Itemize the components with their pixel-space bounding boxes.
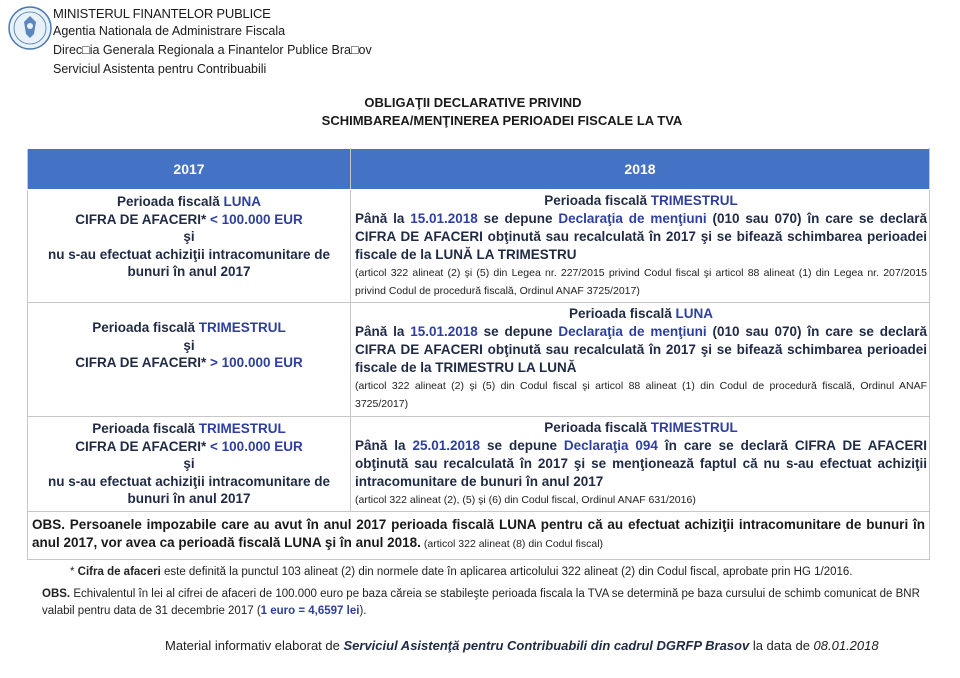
column-2017-header: 2017 [28,149,351,190]
row2-2018-period-value: LUNA [675,306,714,321]
org-agency: Agentia Nationala de Administrare Fiscala [53,24,286,38]
row3-turnover-label: CIFRA DE AFACERI* [75,438,211,454]
footer-date: 08.01.2018 [813,638,879,653]
row2-text-c: (010 sau 070) în care se declară CIFRA DE AFACERI obţinută sau recalculată în 2017 şi se bifează schimbarea perioadei fiscale de la TRIMESTRU LA LUNĂ [355,324,927,375]
row2-text-b: se depune [477,324,559,339]
row1-declaration: Declaraţia de menţiuni [558,211,707,226]
row1-period-label: Perioada fiscală [116,194,224,209]
table-row [28,190,930,303]
row1-deadline: 15.01.2018 [410,211,478,226]
row2-2018-cell [351,303,930,417]
table-header-row [28,149,930,190]
row2-deadline: 15.01.2018 [410,324,478,339]
exchange-rate-note [42,586,937,620]
obs-text: OBS. Persoanele impozabile care au avut în anul 2017 perioada fiscală LUNA pentru că au efectuat achiziţii intracomunitare de bunuri în anul 2017, vor avea ca perioadă fiscală LUNA şi în anul 2018. [32,517,925,550]
row3-deadline: 25.01.2018 [412,438,481,453]
row2-period-value: TRIMESTRUL [198,320,286,335]
turnover-definition-note [70,566,940,578]
row1-2018-period-label: Perioada fiscală [544,193,651,208]
exchange-rate-end: ). [359,605,367,617]
row2-text-a: Până la [355,324,411,339]
obs-cell [28,512,930,560]
document-header [0,0,960,95]
footer-author: Serviciul Asistenţă pentru Contribuabili din cadrul DGRFP Brasov [343,638,750,653]
row2-declaration: Declaraţia de menţiuni [558,324,707,339]
row1-2018-cell [351,190,930,303]
row2-2018-period-label: Perioada fiscală [568,306,676,321]
row1-text-c: (010 sau 070) în care se declară CIFRA DE AFACERI obţinută sau recalculată în 2017 şi se bifează schimbarea perioadei fiscale de la LUNĂ LA TRIMESTRU [355,211,927,262]
org-ministry: MINISTERUL FINANTELOR PUBLICE [53,6,271,21]
row3-2017-cell [28,417,351,512]
footer-intro: Material informativ elaborat de [165,638,344,653]
row2-period-label: Perioada fiscală [92,320,199,335]
note-asterisk: * [70,566,78,578]
row3-and: şi [183,456,195,471]
row2-turnover-label: CIFRA DE AFACERI* [75,355,211,370]
row1-legal-reference: (articol 322 alineat (2) şi (5) din Legea nr. 227/2015 privind Codul fiscal şi articol 88 alineat (1) din Legea nr. 207/2015 privind Codul de procedură fiscală, Ordinul ANAF 3725/2017) [355,267,927,297]
row1-turnover-label: CIFRA DE AFACERI* [75,211,211,227]
obs-legal-reference: (articol 322 alineat (8) din Codul fiscal) [420,538,604,550]
row1-period-value: LUNA [223,194,262,209]
row1-2017-cell [28,190,351,303]
row1-2018-period-value: TRIMESTRUL [650,193,738,208]
org-directorate: Direc□ia Generala Regionala a Finantelor Publice Bra□ov [53,43,372,57]
note-term: Cifra de afaceri [77,566,161,578]
ministry-seal-logo [8,6,52,50]
row3-text-c: în care se declară CIFRA DE AFACERI obţinută sau recalculată în 2017 şi se menţionează faptul că nu s-au efectuat achiziţii intracomunitare de bunuri în anul 2017 [355,438,927,489]
row3-period-value: TRIMESTRUL [198,421,286,436]
row1-condition-year: bunuri în anul 2017 [127,264,251,279]
row3-text-b: se depune [480,438,564,453]
row2-turnover-value: > 100.000 EUR [210,355,303,370]
obs-label: OBS. [42,588,71,600]
document-title-line1: OBLIGAŢII DECLARATIVE PRIVIND [364,95,582,110]
row3-condition-year: bunuri în anul 2017 [127,491,251,506]
row2-legal-reference: (articol 322 alineat (2) şi (5) din Codul fiscal şi articol 88 alineat (1) din Codul de procedură fiscală, Ordinul ANAF 3725/2017) [355,380,927,410]
row1-condition: nu s-au efectuat achiziţii intracomunitare de [47,246,331,262]
footer [165,638,879,653]
row3-period-label: Perioada fiscală [92,421,199,436]
row3-turnover-value: < 100.000 EUR [210,438,303,454]
row2-2017-cell [28,303,351,417]
exchange-rate-value: 1 euro = 4,6597 lei [260,605,360,617]
row3-2018-period-value: TRIMESTRUL [650,420,738,435]
row3-2018-period-label: Perioada fiscală [544,420,651,435]
exchange-rate-text: Echivalentul în lei al cifrei de afaceri de 100.000 euro pe baza căreia se stabileşte perioada fiscala la TVA se determină pe baza cursului de schimb comunicat de BNR valabil pentru data de 31 decembrie 2017 ( [42,588,920,617]
org-service: Serviciul Asistenta pentru Contribuabili [53,62,267,76]
row1-text-a: Până la [355,211,411,226]
column-2018-header: 2018 [351,149,930,190]
table-obs-row [28,512,930,560]
row1-turnover-value: < 100.000 EUR [210,211,303,227]
document-title-line2: SCHIMBAREA/MENŢINEREA PERIOADEI FISCALE LA TVA [321,113,683,128]
table-row [28,303,930,417]
row3-legal-reference: (articol 322 alineat (2), (5) şi (6) din Codul fiscal, Ordinul ANAF 631/2016) [355,494,696,506]
row1-and: şi [183,229,195,244]
row3-condition: nu s-au efectuat achiziţii intracomunitare de [47,473,331,489]
row1-text-b: se depune [477,211,559,226]
row3-declaration: Declaraţia 094 [563,438,658,453]
obligations-table [27,148,930,560]
row3-text-a: Până la [355,438,413,453]
note-definition: este definită la punctul 103 alineat (2) din normele date în aplicarea articolului 322 alineat (2) din Codul fiscal, aprobate prin HG 1/2016. [160,566,853,578]
row2-and: şi [183,337,195,353]
table-row [28,417,930,512]
row3-2018-cell [351,417,930,512]
footer-date-label: la data de [749,638,814,653]
